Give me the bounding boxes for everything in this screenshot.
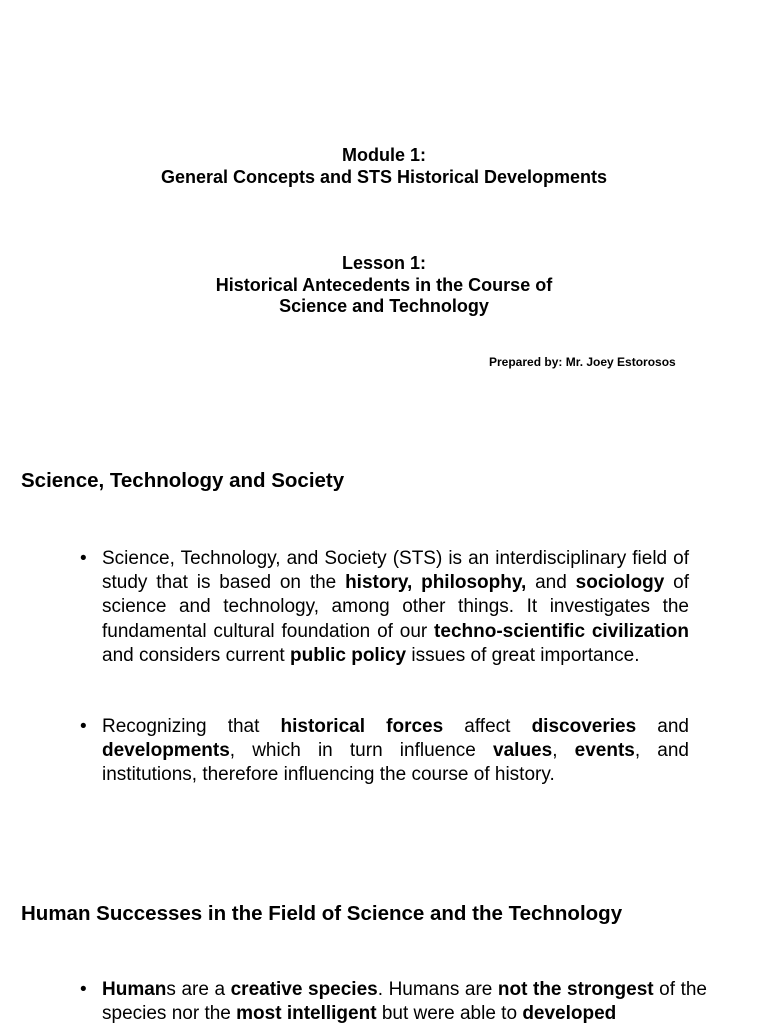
module-title: General Concepts and STS Historical Developments — [160, 166, 608, 187]
module-number: Module 1: — [342, 145, 426, 165]
lesson-title-line2: Science and Technology — [279, 296, 489, 316]
section-heading-sts: Science, Technology and Society — [21, 469, 345, 492]
bullet-text: Science, Technology, and Society (STS) is an interdisciplinary field of study that is based on the history, philosophy, and sociology of science and technology, among other things. It investigates the fundamental cultural foundation of our techno-scientific civilization and considers current public policy issues of great importance. — [102, 548, 689, 666]
lesson-title-block — [0, 253, 768, 318]
bullet-icon: • — [80, 548, 87, 569]
bullet-text: Recognizing that historical forces affect discoveries and developments, which in turn influence values, events, and institutions, therefore influencing the course of history. — [102, 716, 689, 786]
bullet-icon: • — [80, 979, 87, 1000]
prepared-by: Prepared by: Mr. Joey Estorosos — [489, 355, 676, 369]
lesson-title-line1: Historical Antecedents in the Course of — [215, 274, 553, 295]
section-heading-human-successes: Human Successes in the Field of Science and the Technology — [21, 902, 623, 925]
module-title-block — [0, 145, 768, 188]
bullet-text: Humans are a creative species. Humans are not the strongest of the species nor the most intelligent but were able to developed — [102, 979, 707, 1025]
lesson-number: Lesson 1: — [341, 253, 427, 273]
bullet-icon: • — [80, 716, 87, 737]
